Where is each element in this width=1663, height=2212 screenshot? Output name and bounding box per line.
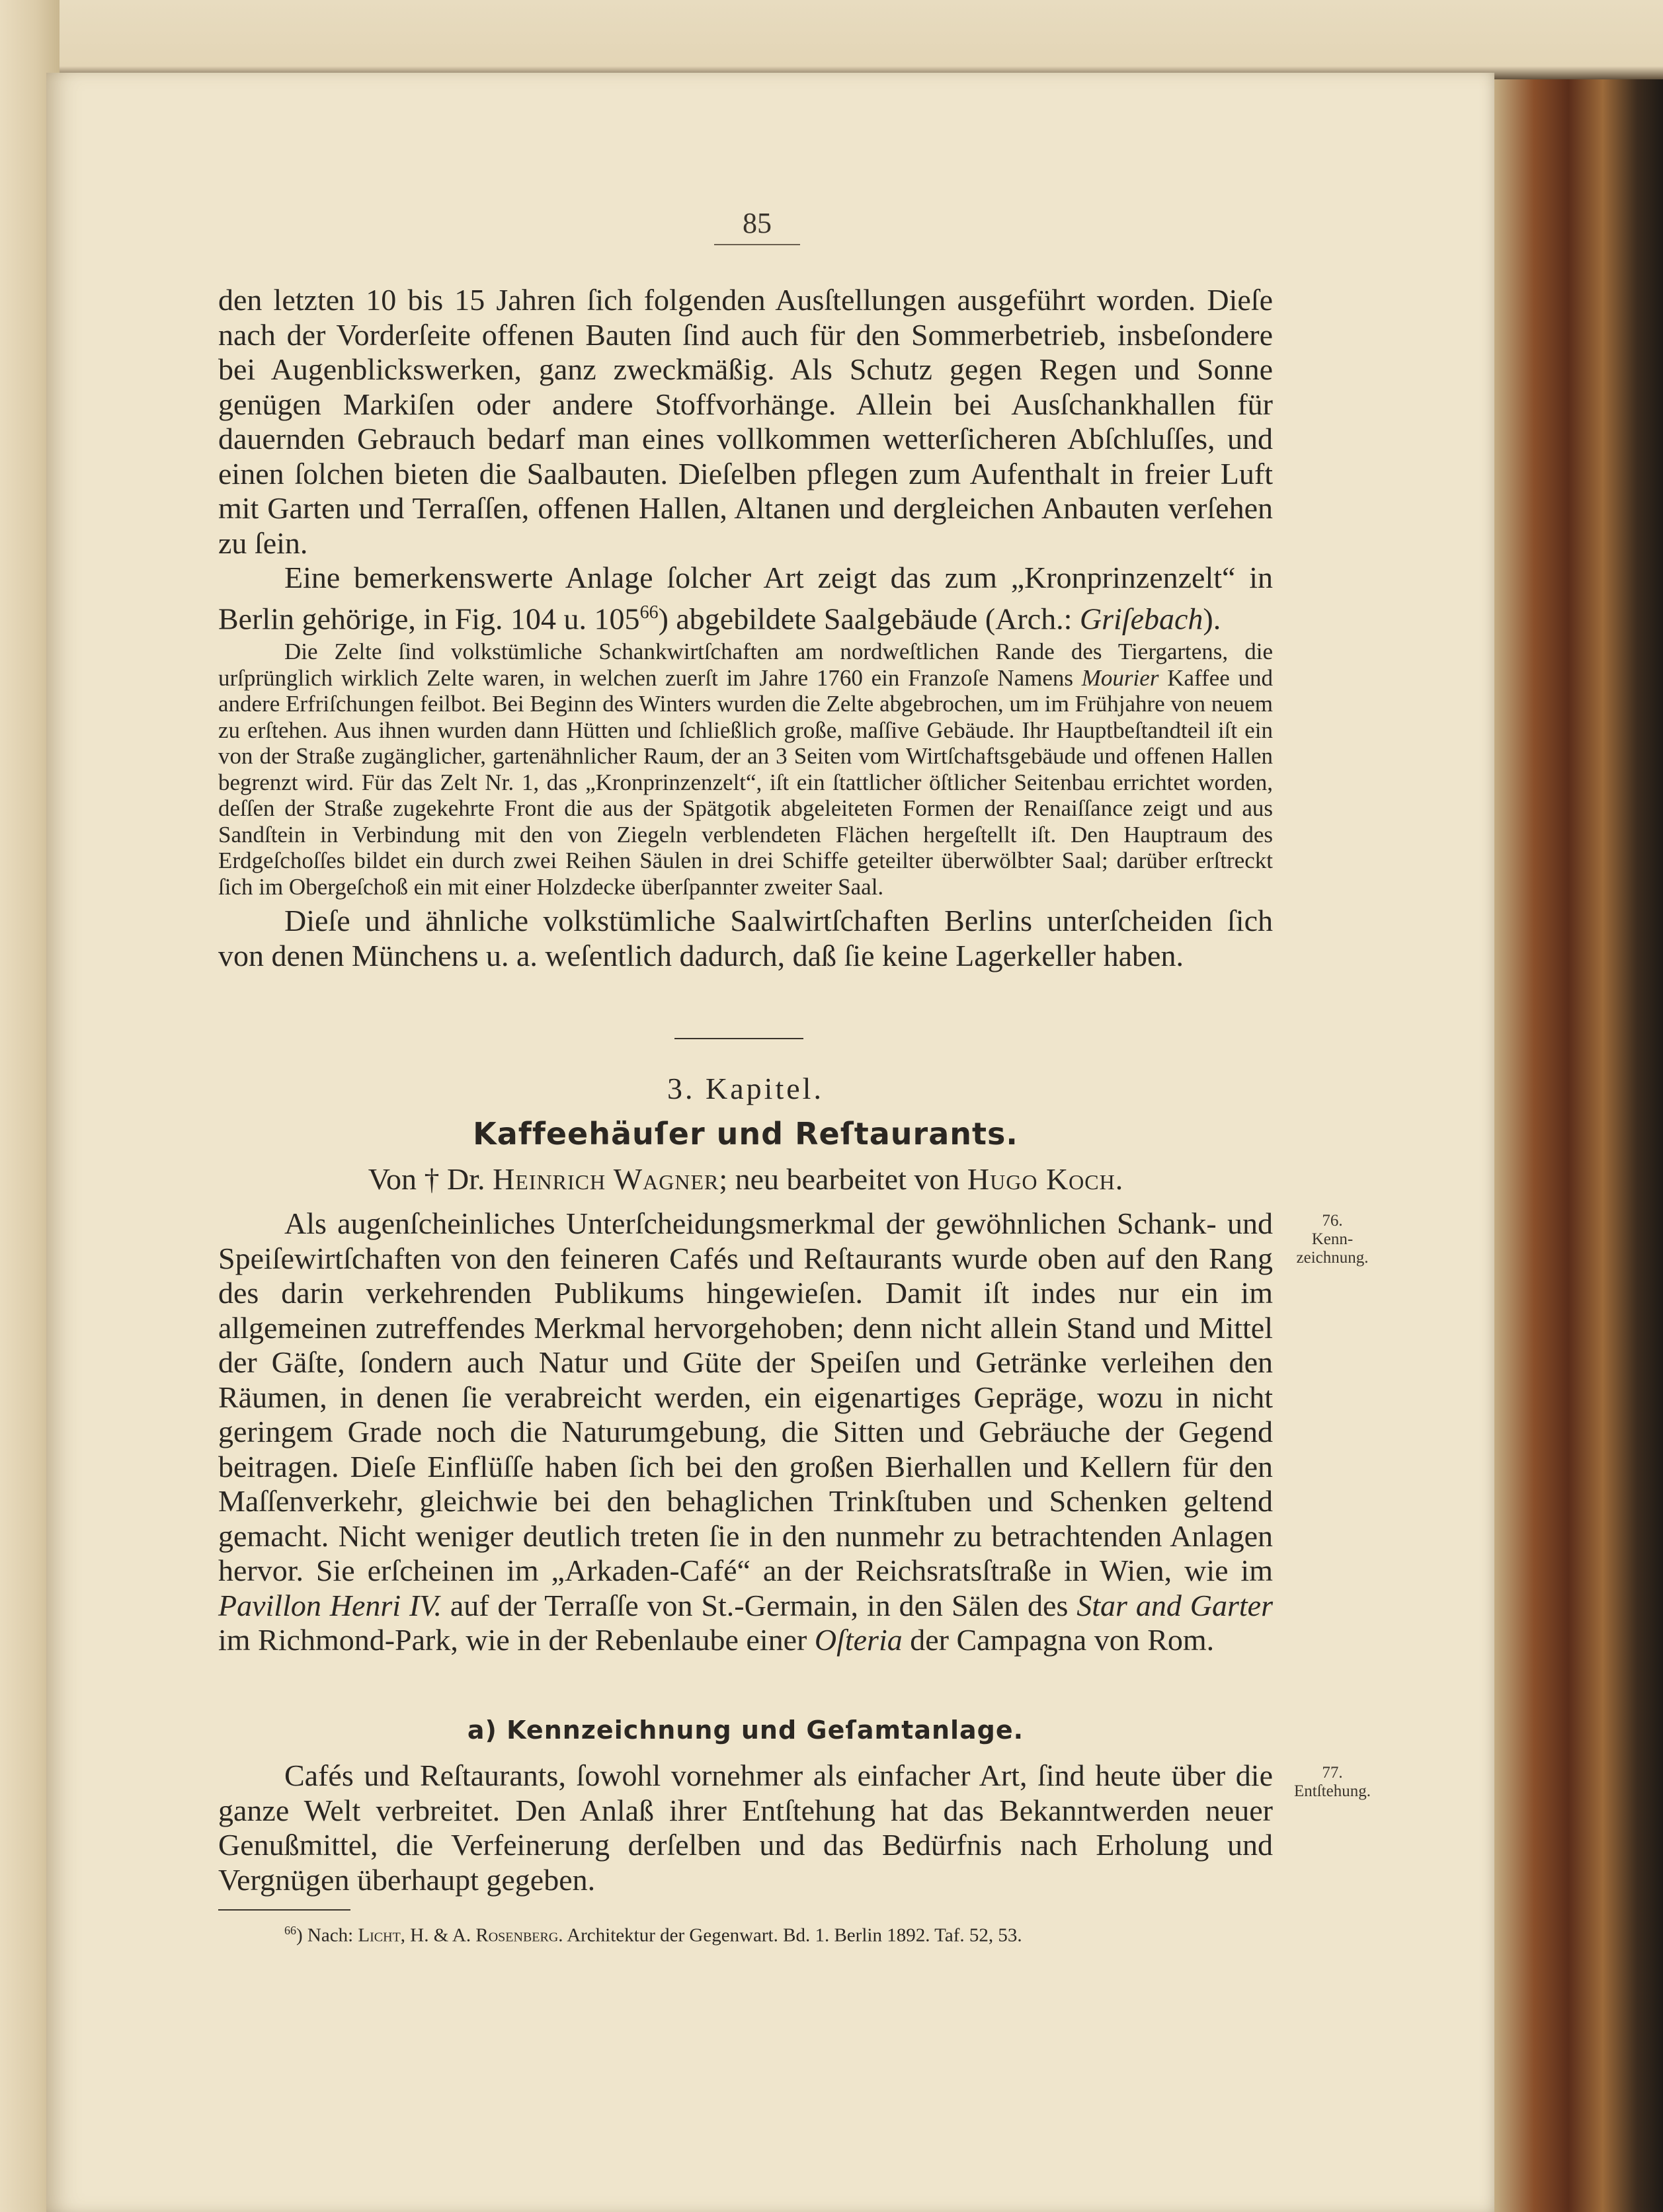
page-top-edge (0, 0, 1663, 83)
small-print-paragraph: Die Zelte ſind volkstümliche Schankwirtſchaften am nordweſtlichen Rande des Tiergartens, die urſprünglich wirklich Zelte waren, in welchen zuerſt im Jahre 1760 ein Franzoſe Namens Mourier Kaffee und andere Erfriſchungen feilbot. Bei Beginn des Winters wurden die Zelte abgebrochen, um im Frühjahre von neuem zu erſtehen. Aus ihnen wurden dann Hütten und ſchließlich große, maſſive Gebäude. Ihr Hauptbeſtandteil iſt ein von der Straße zugänglicher, gartenähnlicher Raum, der an 3 Seiten vom Wirtſchaftsgebäude und offenen Hallen begrenzt wird. Für das Zelt Nr. 1, das „Kronprinzenzelt“, iſt ein ſtattlicher öſtlicher Seitenbau errichtet worden, deſſen der Straße zugekehrte Front die aus der Spätgotik abgeleiteten Formen der Renaiſſance zeigt und aus Sandſtein in Verbindung mit den von Ziegeln verblendeten Flächen hergeſtellt iſt. Den Hauptraum des Erdgeſchoſſes bildet ein durch zwei Reihen Säulen in drei Schiffe geteilter überwölbter Saal; darüber erſtreckt ſich im Obergeſchoß ein mit einer Holzdecke überſpannter zweiter Saal. (218, 639, 1273, 900)
footnote-ref: 66 (639, 602, 659, 623)
section-paragraph: Cafés und Reſtaurants, ſowohl vornehmer als einfacher Art, ſind heute über die ganze Welt verbreitet. Den Anlaß ihrer Entſtehung hat das Bekanntwerden neuer Genußmittel, die Verfeinerung derſelben und das Bedürfnis nach Erholung und Vergnügen überhaupt gegeben. (218, 1758, 1273, 1897)
chapter-byline: Von † Dr. Heinrich Wagner; neu bearbeitet von Hugo Koch. (368, 1162, 1123, 1196)
architect-name: Griſebach (1079, 601, 1203, 635)
berlin-paragraph: Dieſe und ähnliche volkstümliche Saalwirtſchaften Berlins unterſcheiden ſich von denen Münchens u. a. weſentlich dadurch, daß ſie keine Lagerkeller haben. (218, 904, 1273, 972)
chapter-text-block (218, 1206, 1273, 1658)
main-text-block (218, 283, 1273, 973)
chapter-number: 3. Kapitel. (667, 1072, 824, 1105)
section-divider (674, 1038, 803, 1039)
margin-note-77: 77. Entſtehung. (1294, 1764, 1371, 1800)
top-paragraph: den letzten 10 bis 15 Jahren ſich folgenden Ausſtellungen ausgeführt worden. Dieſe nach der Vorderſeite offenen Bauten ſind auch für den Sommerbetrieb, insbeſondere bei Augenblickswerken, ganz zweckmäßig. Als Schutz gegen Regen und Sonne genügen Markiſen oder andere Stoffvorhänge. Allein bei Ausſchankhallen für dauernden Gebrauch bedarf man eines vollkommen wetterſicheren Abſchluſſes, und einen ſolchen bieten die Saalbauten. Dieſelben pflegen zum Aufenthalt in freier Luft mit Garten und Terraſſen, offenen Hallen, Altanen und dergleichen Anbauten verſehen zu ſein. (218, 283, 1273, 560)
section-title: a) Kennzeichnung und Geſamtanlage. (467, 1716, 1024, 1745)
book-cover-edge (1491, 79, 1663, 2212)
kronprinz-paragraph: Eine bemerkenswerte Anlage ſolcher Art zeigt das zum „Kronprinzenzelt“ in Berlin gehörige, in Fig. 104 u. $105^{66}$) abgebildete Saalgebäude (Arch.: Griſebach). (218, 561, 1273, 635)
chapter-paragraph: Als augenſcheinliches Unterſcheidungsmerkmal der gewöhnlichen Schank- und Speiſewirtſchaften von den feineren Cafés und Reſtaurants wurde oben auf den Rang des darin verkehrenden Publikums hingewieſen. Damit iſt indes nur ein im allgemeinen zutreffendes Merkmal hervorgehoben; denn nicht allein Stand und Mittel der Gäſte, ſondern auch Natur und Güte der Speiſen und Getränke verleihen den Räumen, in denen ſie verabreicht werden, ein eigenartiges Gepräge, wozu in nicht geringem Grade noch die Naturumgebung, die Sitten und Gebräuche der Gegend beitragen. Dieſe Einflüſſe haben ſich bei den großen Bierhallen und Kellern für den Maſſenverkehr, gleichwie bei den behaglichen Trinkſtuben und Schenken geltend gemacht. Nicht weniger deutlich treten ſie in den nunmehr zu betrachtenden Anlagen hervor. Sie erſcheinen im „Arkaden-Café“ an der Reichsratsſtraße in Wien, wie im Pavillon Henri IV. auf der Terraſſe von St.-Germain, in den Sälen des Star and Garter im Richmond-Park, wie in der Rebenlaube einer Oſteria der Campagna von Rom. (218, 1206, 1273, 1657)
section-text-block (218, 1758, 1273, 1897)
page-number: 85 (714, 206, 800, 245)
margin-note-76: 76. Kenn-zeichnung. (1296, 1212, 1369, 1267)
chapter-title: Kaffeehäuſer und Reſtaurants. (473, 1116, 1018, 1152)
footnote: $^{66}$) Nach: Licht, H. & A. Rosenberg. Architektur der Gegenwart. Bd. 1. Berlin 1892. Taf. 52, 53. (284, 1924, 1022, 1946)
footnote-rule (218, 1909, 350, 1911)
